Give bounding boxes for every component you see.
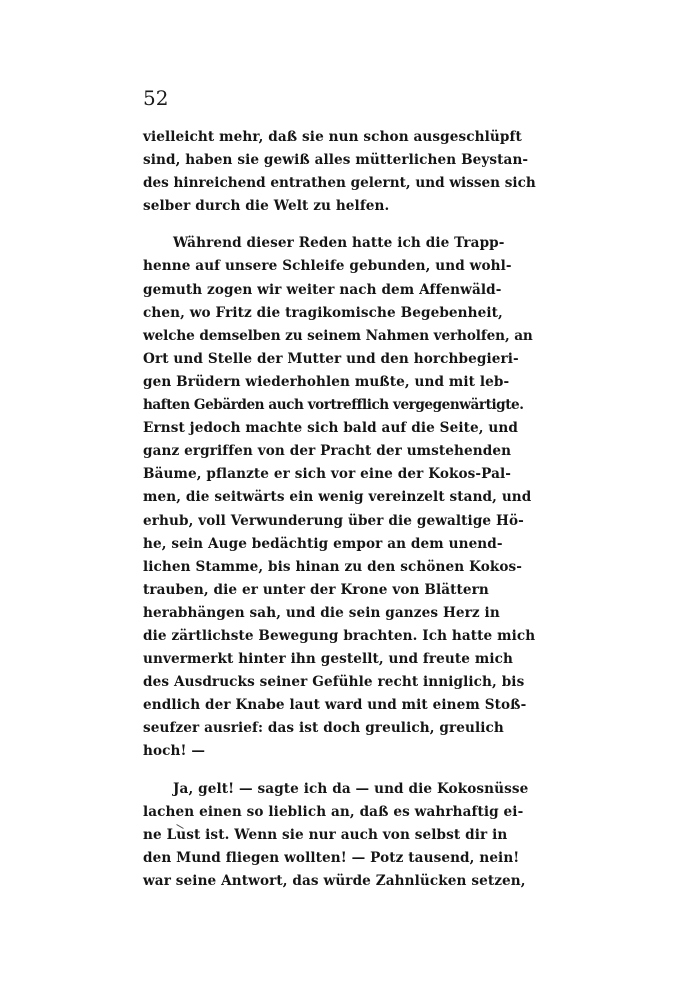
text-line: chen, wo Fritz die tragikomische Begebenheit, [143, 304, 503, 321]
text-line: des Ausdrucks seiner Gefühle recht inniglich, bis [143, 674, 525, 691]
paragraph-spacer [143, 218, 536, 232]
paragraph-2 [143, 232, 536, 763]
paragraph-spacer [143, 764, 536, 778]
text-line: des hinreichend entrathen gelernt, und wissen sich [143, 175, 536, 192]
paragraph-3 [143, 778, 536, 893]
text-line: welche demselben zu seinem Nahmen verholfen, an [143, 327, 533, 344]
text-line: Ernst jedoch machte sich bald auf die Seite, und [143, 420, 518, 437]
text-line: erhub, voll Verwunderung über die gewaltige Hö- [143, 512, 524, 529]
text-line: ne Lust ist. Wenn sie nur auch von selbst dir in [143, 826, 508, 843]
text-line: Ja, gelt! — sagte ich da — und die Kokosnüsse [173, 780, 529, 797]
text-line: haften Gebärden auch vortrefflich vergegenwärtigte. [143, 397, 524, 414]
text-line: henne auf unsere Schleife gebunden, und wohl- [143, 258, 512, 275]
text-line: gemuth zogen wir weiter nach dem Affenwäld- [143, 281, 502, 298]
text-line: lichen Stamme, bis hinan zu den schönen Kokos- [143, 558, 523, 575]
text-line: unvermerkt hinter ihn gestellt, und freute mich [143, 651, 513, 668]
text-line: den Mund fliegen wollten! — Potz tausend, nein! [143, 849, 520, 866]
text-line: ganz ergriffen von der Pracht der umstehenden [143, 443, 512, 460]
text-line: hoch! — [143, 743, 206, 760]
text-line: war seine Antwort, das würde Zahnlücken setzen, [143, 872, 526, 889]
text-line: Während dieser Reden hatte ich die Trapp- [173, 235, 505, 252]
text-line: trauben, die er unter der Krone von Blättern [143, 581, 489, 598]
text-line: he, sein Auge bedächtig empor an dem unend- [143, 535, 503, 552]
text-line: sind, haben sie gewiß alles mütterlichen Beystan- [143, 152, 529, 169]
text-line: herabhängen sah, und die sein ganzes Herz in [143, 604, 500, 621]
body-text [143, 126, 536, 893]
text-line: gen Brüdern wiederhohlen mußte, und mit leb- [143, 373, 510, 390]
text-line: lachen einen so lieblich an, daß es wahrhaftig ei- [143, 803, 524, 820]
text-line: Ort und Stelle der Mutter und den horchbegieri- [143, 350, 519, 367]
text-line: men, die seitwärts ein wenig vereinzelt stand, und [143, 489, 532, 506]
paragraph-1 [143, 126, 536, 218]
text-line: die zärtlichste Bewegung brachten. Ich hatte mich [143, 627, 536, 644]
text-line: endlich der Knabe laut ward und mit einem Stoß- [143, 697, 527, 714]
text-line: Bäume, pflanzte er sich vor eine der Kokos-Pal- [143, 466, 512, 483]
text-line: vielleicht mehr, daß sie nun schon ausgeschlüpft [143, 129, 522, 145]
text-line: selber durch die Welt zu helfen. [143, 198, 390, 215]
text-line: seufzer ausrief: das ist doch greulich, greulich [143, 720, 504, 737]
page-number: 52 [143, 86, 169, 110]
